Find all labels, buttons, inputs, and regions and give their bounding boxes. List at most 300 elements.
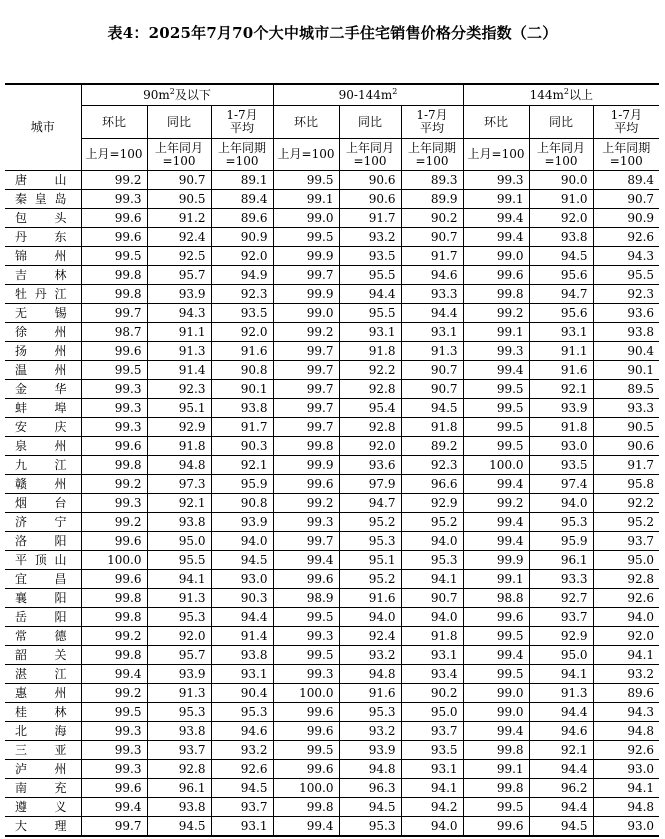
index-value: 93.2 bbox=[339, 646, 401, 665]
index-value: 89.9 bbox=[401, 190, 463, 209]
table-row bbox=[5, 285, 659, 304]
index-value: 94.8 bbox=[339, 665, 401, 684]
index-value: 99.5 bbox=[81, 361, 147, 380]
table-title: 表4：2025年7月70个大中城市二手住宅销售价格分类指数（二） bbox=[107, 24, 558, 42]
index-value: 94.5 bbox=[147, 817, 211, 837]
index-value: 92.1 bbox=[147, 494, 211, 513]
sub-header-row bbox=[5, 106, 659, 139]
city-name: 徐州 bbox=[5, 323, 81, 342]
index-value: 92.2 bbox=[339, 361, 401, 380]
table-row bbox=[5, 475, 659, 494]
index-value: 91.2 bbox=[147, 209, 211, 228]
index-value: 90.7 bbox=[401, 228, 463, 247]
index-value: 99.8 bbox=[81, 646, 147, 665]
index-value: 90.5 bbox=[593, 418, 659, 437]
index-value: 100.0 bbox=[81, 551, 147, 570]
base-header-last-year-period bbox=[401, 139, 463, 171]
index-value: 95.2 bbox=[593, 513, 659, 532]
index-value: 93.1 bbox=[401, 760, 463, 779]
index-value: 95.1 bbox=[147, 399, 211, 418]
base-header-line1: 上年同期 bbox=[217, 140, 266, 155]
city-name: 洛阳 bbox=[5, 532, 81, 551]
table-row bbox=[5, 665, 659, 684]
city-name: 吉林 bbox=[5, 266, 81, 285]
index-value: 98.8 bbox=[463, 589, 529, 608]
index-value: 99.4 bbox=[463, 532, 529, 551]
index-value: 99.7 bbox=[273, 418, 339, 437]
index-value: 91.7 bbox=[593, 456, 659, 475]
index-value: 99.1 bbox=[273, 190, 339, 209]
index-value: 94.8 bbox=[593, 798, 659, 817]
index-value: 99.6 bbox=[81, 570, 147, 589]
index-value: 99.9 bbox=[273, 285, 339, 304]
index-value: 95.2 bbox=[401, 513, 463, 532]
index-value: 94.9 bbox=[211, 266, 273, 285]
index-value: 99.4 bbox=[463, 228, 529, 247]
index-value: 91.8 bbox=[339, 342, 401, 361]
city-name: 烟台 bbox=[5, 494, 81, 513]
table-header bbox=[5, 84, 659, 171]
index-value: 99.6 bbox=[463, 608, 529, 627]
index-value: 95.3 bbox=[147, 608, 211, 627]
city-name: 遵义 bbox=[5, 798, 81, 817]
index-value: 99.8 bbox=[81, 608, 147, 627]
index-value: 94.5 bbox=[211, 551, 273, 570]
index-value: 92.1 bbox=[529, 380, 593, 399]
index-value: 95.0 bbox=[593, 551, 659, 570]
table-row bbox=[5, 399, 659, 418]
index-value: 94.2 bbox=[401, 798, 463, 817]
city-name: 韶关 bbox=[5, 646, 81, 665]
index-value: 95.3 bbox=[211, 703, 273, 722]
index-value: 94.5 bbox=[339, 798, 401, 817]
index-value: 93.4 bbox=[401, 665, 463, 684]
index-value: 93.2 bbox=[593, 665, 659, 684]
index-value: 92.3 bbox=[211, 285, 273, 304]
base-header-last-month: 上月=100 bbox=[273, 139, 339, 171]
index-value: 91.3 bbox=[147, 589, 211, 608]
index-value: 99.3 bbox=[463, 171, 529, 190]
index-value: 94.0 bbox=[401, 608, 463, 627]
index-value: 99.7 bbox=[273, 399, 339, 418]
index-value: 92.3 bbox=[147, 380, 211, 399]
index-value: 92.0 bbox=[147, 627, 211, 646]
index-value: 93.9 bbox=[339, 741, 401, 760]
index-value: 99.6 bbox=[463, 266, 529, 285]
city-name: 牡丹江 bbox=[5, 285, 81, 304]
index-value: 92.2 bbox=[593, 494, 659, 513]
index-value: 91.8 bbox=[401, 418, 463, 437]
index-value: 99.5 bbox=[81, 247, 147, 266]
base-header-last-year-period bbox=[211, 139, 273, 171]
index-value: 91.6 bbox=[339, 589, 401, 608]
index-value: 90.7 bbox=[401, 361, 463, 380]
index-value: 94.4 bbox=[339, 285, 401, 304]
index-value: 99.6 bbox=[81, 342, 147, 361]
index-value: 95.7 bbox=[147, 646, 211, 665]
index-value: 99.1 bbox=[463, 190, 529, 209]
base-header-last-year-period bbox=[593, 139, 659, 171]
sub-header-avg bbox=[401, 106, 463, 139]
index-value: 95.3 bbox=[401, 551, 463, 570]
index-value: 91.3 bbox=[147, 342, 211, 361]
index-value: 92.0 bbox=[211, 323, 273, 342]
index-value: 92.5 bbox=[147, 247, 211, 266]
index-value: 93.0 bbox=[529, 437, 593, 456]
index-value: 99.2 bbox=[81, 684, 147, 703]
index-value: 99.2 bbox=[81, 513, 147, 532]
city-name: 金华 bbox=[5, 380, 81, 399]
base-header-line1: 上年同月 bbox=[345, 140, 394, 155]
group-header-medium: $90-144m^2$ bbox=[273, 84, 463, 106]
index-value: 93.7 bbox=[401, 722, 463, 741]
index-value: 89.6 bbox=[593, 684, 659, 703]
table-row bbox=[5, 380, 659, 399]
index-value: 92.6 bbox=[211, 760, 273, 779]
index-value: 98.7 bbox=[81, 323, 147, 342]
city-name: 秦皇岛 bbox=[5, 190, 81, 209]
index-value: 99.3 bbox=[81, 760, 147, 779]
table-row bbox=[5, 532, 659, 551]
index-value: 90.6 bbox=[593, 437, 659, 456]
city-name: 常德 bbox=[5, 627, 81, 646]
index-value: 94.8 bbox=[593, 722, 659, 741]
index-value: 93.8 bbox=[211, 646, 273, 665]
index-value: 94.5 bbox=[529, 817, 593, 837]
table-row bbox=[5, 247, 659, 266]
table-row bbox=[5, 779, 659, 798]
index-value: 99.7 bbox=[273, 361, 339, 380]
table-row bbox=[5, 171, 659, 190]
index-value: 99.5 bbox=[463, 437, 529, 456]
index-value: 99.2 bbox=[81, 475, 147, 494]
index-value: 94.1 bbox=[401, 779, 463, 798]
table-row bbox=[5, 209, 659, 228]
index-value: 93.5 bbox=[401, 741, 463, 760]
base-header-row bbox=[5, 139, 659, 171]
index-value: 93.1 bbox=[401, 323, 463, 342]
index-value: 90.9 bbox=[593, 209, 659, 228]
index-value: 99.7 bbox=[81, 304, 147, 323]
index-value: 99.6 bbox=[81, 532, 147, 551]
index-value: 92.8 bbox=[339, 380, 401, 399]
city-name: 赣州 bbox=[5, 475, 81, 494]
city-name: 三亚 bbox=[5, 741, 81, 760]
index-value: 93.7 bbox=[211, 798, 273, 817]
sub-header-mom: 环比 bbox=[81, 106, 147, 139]
index-value: 99.3 bbox=[273, 513, 339, 532]
index-value: 94.0 bbox=[401, 817, 463, 837]
base-header-line1: 上年同月 bbox=[537, 140, 586, 155]
index-value: 95.6 bbox=[529, 266, 593, 285]
index-value: 95.1 bbox=[339, 551, 401, 570]
sub-header-avg bbox=[593, 106, 659, 139]
city-name: 丹东 bbox=[5, 228, 81, 247]
index-value: 94.5 bbox=[529, 247, 593, 266]
index-value: 91.7 bbox=[401, 247, 463, 266]
index-value: 99.4 bbox=[273, 551, 339, 570]
index-value: 99.4 bbox=[463, 513, 529, 532]
index-value: 99.4 bbox=[463, 209, 529, 228]
index-value: 95.3 bbox=[529, 513, 593, 532]
table-row bbox=[5, 190, 659, 209]
index-value: 90.7 bbox=[593, 190, 659, 209]
index-value: 94.0 bbox=[339, 608, 401, 627]
index-value: 92.0 bbox=[529, 209, 593, 228]
index-value: 93.1 bbox=[211, 665, 273, 684]
index-value: 94.1 bbox=[593, 646, 659, 665]
index-value: 93.3 bbox=[529, 570, 593, 589]
index-value: 94.4 bbox=[529, 798, 593, 817]
index-value: 91.6 bbox=[339, 684, 401, 703]
index-value: 93.1 bbox=[401, 646, 463, 665]
base-header-last-year-month bbox=[339, 139, 401, 171]
index-value: 99.9 bbox=[273, 247, 339, 266]
index-value: 92.6 bbox=[593, 589, 659, 608]
index-value: 99.6 bbox=[81, 437, 147, 456]
index-value: 89.4 bbox=[211, 190, 273, 209]
index-value: 93.1 bbox=[339, 323, 401, 342]
city-name: 大理 bbox=[5, 817, 81, 837]
index-value: 93.1 bbox=[211, 817, 273, 837]
index-value: 90.7 bbox=[147, 171, 211, 190]
index-value: 93.5 bbox=[529, 456, 593, 475]
index-value: 95.9 bbox=[211, 475, 273, 494]
index-value: 94.3 bbox=[593, 703, 659, 722]
index-value: 96.2 bbox=[529, 779, 593, 798]
base-header-line2: =100 bbox=[415, 153, 449, 168]
index-value: 94.4 bbox=[401, 304, 463, 323]
table-row bbox=[5, 361, 659, 380]
index-value: 95.2 bbox=[339, 570, 401, 589]
index-value: 93.9 bbox=[529, 399, 593, 418]
index-value: 97.3 bbox=[147, 475, 211, 494]
index-value: 93.9 bbox=[211, 513, 273, 532]
city-column-header: 城市 bbox=[5, 84, 81, 171]
index-value: 99.0 bbox=[463, 703, 529, 722]
index-value: 99.8 bbox=[81, 266, 147, 285]
city-name: 蚌埠 bbox=[5, 399, 81, 418]
index-value: 99.5 bbox=[463, 418, 529, 437]
index-value: 94.5 bbox=[401, 399, 463, 418]
index-value: 91.7 bbox=[211, 418, 273, 437]
table-row bbox=[5, 646, 659, 665]
index-value: 99.2 bbox=[463, 494, 529, 513]
index-value: 95.0 bbox=[401, 703, 463, 722]
index-value: 97.4 bbox=[529, 475, 593, 494]
index-value: 99.4 bbox=[81, 665, 147, 684]
index-value: 99.6 bbox=[463, 817, 529, 837]
index-value: 99.0 bbox=[273, 209, 339, 228]
index-value: 96.1 bbox=[529, 551, 593, 570]
index-value: 99.8 bbox=[463, 741, 529, 760]
index-value: 95.3 bbox=[339, 817, 401, 837]
table-row bbox=[5, 722, 659, 741]
index-value: 93.8 bbox=[211, 399, 273, 418]
index-value: 95.0 bbox=[529, 646, 593, 665]
base-header-last-year-month bbox=[147, 139, 211, 171]
index-value: 93.6 bbox=[593, 304, 659, 323]
table-row bbox=[5, 228, 659, 247]
index-value: 99.2 bbox=[273, 494, 339, 513]
table-body bbox=[5, 171, 659, 837]
index-value: 93.8 bbox=[147, 513, 211, 532]
index-value: 94.1 bbox=[593, 779, 659, 798]
index-value: 99.8 bbox=[463, 285, 529, 304]
table-row bbox=[5, 703, 659, 722]
index-value: 91.6 bbox=[211, 342, 273, 361]
index-value: 94.4 bbox=[529, 703, 593, 722]
index-value: 89.1 bbox=[211, 171, 273, 190]
index-value: 93.7 bbox=[147, 741, 211, 760]
index-value: 90.1 bbox=[593, 361, 659, 380]
index-value: 95.4 bbox=[339, 399, 401, 418]
city-name: 南充 bbox=[5, 779, 81, 798]
city-name: 锦州 bbox=[5, 247, 81, 266]
index-value: 99.6 bbox=[273, 570, 339, 589]
index-value: 92.4 bbox=[339, 627, 401, 646]
index-value: 96.1 bbox=[147, 779, 211, 798]
sub-header-avg-line2: 平均 bbox=[420, 121, 445, 135]
sub-header-avg-line1: 1-7月 bbox=[610, 108, 642, 122]
table-row bbox=[5, 513, 659, 532]
index-value: 94.6 bbox=[401, 266, 463, 285]
index-value: 99.6 bbox=[273, 703, 339, 722]
index-value: 90.0 bbox=[529, 171, 593, 190]
index-value: 93.1 bbox=[529, 323, 593, 342]
index-value: 94.1 bbox=[529, 665, 593, 684]
index-value: 95.9 bbox=[529, 532, 593, 551]
city-name: 温州 bbox=[5, 361, 81, 380]
city-name: 扬州 bbox=[5, 342, 81, 361]
index-value: 99.8 bbox=[81, 589, 147, 608]
index-value: 89.2 bbox=[401, 437, 463, 456]
city-name: 九江 bbox=[5, 456, 81, 475]
index-value: 94.8 bbox=[339, 760, 401, 779]
index-value: 99.6 bbox=[273, 475, 339, 494]
index-value: 92.3 bbox=[401, 456, 463, 475]
index-value: 94.1 bbox=[401, 570, 463, 589]
index-value: 90.6 bbox=[339, 190, 401, 209]
index-value: 91.1 bbox=[147, 323, 211, 342]
index-value: 91.8 bbox=[529, 418, 593, 437]
index-value: 99.3 bbox=[273, 665, 339, 684]
index-value: 92.1 bbox=[211, 456, 273, 475]
city-name: 北海 bbox=[5, 722, 81, 741]
city-name: 岳阳 bbox=[5, 608, 81, 627]
index-value: 91.4 bbox=[147, 361, 211, 380]
index-value: 99.3 bbox=[81, 494, 147, 513]
index-value: 93.8 bbox=[593, 323, 659, 342]
index-value: 91.3 bbox=[401, 342, 463, 361]
index-value: 99.3 bbox=[81, 399, 147, 418]
sub-header-yoy: 同比 bbox=[529, 106, 593, 139]
sub-header-avg-line1: 1-7月 bbox=[416, 108, 448, 122]
table-row bbox=[5, 608, 659, 627]
index-value: 94.6 bbox=[211, 722, 273, 741]
index-value: 94.7 bbox=[339, 494, 401, 513]
index-value: 94.4 bbox=[211, 608, 273, 627]
city-name: 包头 bbox=[5, 209, 81, 228]
index-value: 90.7 bbox=[401, 589, 463, 608]
index-value: 93.3 bbox=[593, 399, 659, 418]
base-header-line2: =100 bbox=[609, 153, 643, 168]
city-name: 宜昌 bbox=[5, 570, 81, 589]
city-name: 襄阳 bbox=[5, 589, 81, 608]
sub-header-mom: 环比 bbox=[273, 106, 339, 139]
index-value: 95.8 bbox=[593, 475, 659, 494]
index-value: 99.4 bbox=[273, 817, 339, 837]
index-value: 91.8 bbox=[147, 437, 211, 456]
city-name: 湛江 bbox=[5, 665, 81, 684]
index-value: 91.1 bbox=[529, 342, 593, 361]
index-value: 93.0 bbox=[593, 760, 659, 779]
index-value: 99.3 bbox=[463, 342, 529, 361]
index-value: 92.9 bbox=[147, 418, 211, 437]
index-value: 100.0 bbox=[273, 779, 339, 798]
index-value: 99.1 bbox=[463, 323, 529, 342]
table-row bbox=[5, 304, 659, 323]
table-row bbox=[5, 589, 659, 608]
index-value: 90.3 bbox=[211, 437, 273, 456]
index-value: 92.0 bbox=[339, 437, 401, 456]
table-row bbox=[5, 817, 659, 837]
index-value: 90.4 bbox=[211, 684, 273, 703]
index-value: 95.6 bbox=[529, 304, 593, 323]
index-value: 99.4 bbox=[463, 361, 529, 380]
index-value: 93.8 bbox=[529, 228, 593, 247]
index-value: 90.4 bbox=[593, 342, 659, 361]
index-value: 99.3 bbox=[81, 722, 147, 741]
index-value: 92.6 bbox=[593, 741, 659, 760]
index-value: 89.6 bbox=[211, 209, 273, 228]
index-value: 90.9 bbox=[211, 228, 273, 247]
city-name: 唐山 bbox=[5, 171, 81, 190]
index-value: 95.3 bbox=[339, 532, 401, 551]
index-value: 99.5 bbox=[273, 608, 339, 627]
index-value: 91.3 bbox=[529, 684, 593, 703]
sub-header-yoy: 同比 bbox=[339, 106, 401, 139]
index-value: 99.6 bbox=[81, 779, 147, 798]
index-value: 99.9 bbox=[273, 456, 339, 475]
table-row bbox=[5, 494, 659, 513]
index-value: 92.9 bbox=[529, 627, 593, 646]
city-name: 泸州 bbox=[5, 760, 81, 779]
index-value: 93.7 bbox=[593, 532, 659, 551]
city-name: 无锡 bbox=[5, 304, 81, 323]
index-value: 99.5 bbox=[463, 627, 529, 646]
index-value: 100.0 bbox=[463, 456, 529, 475]
index-value: 99.6 bbox=[81, 209, 147, 228]
index-value: 93.2 bbox=[211, 741, 273, 760]
index-value: 95.3 bbox=[147, 703, 211, 722]
index-value: 95.2 bbox=[339, 513, 401, 532]
index-value: 99.5 bbox=[463, 665, 529, 684]
index-value: 94.3 bbox=[593, 247, 659, 266]
index-value: 90.5 bbox=[147, 190, 211, 209]
index-value: 99.2 bbox=[81, 627, 147, 646]
index-value: 92.9 bbox=[401, 494, 463, 513]
base-header-line1: 上年同期 bbox=[602, 140, 651, 155]
index-value: 99.8 bbox=[81, 285, 147, 304]
index-value: 99.3 bbox=[273, 627, 339, 646]
index-value: 99.7 bbox=[81, 817, 147, 837]
index-value: 99.7 bbox=[273, 380, 339, 399]
table-row bbox=[5, 570, 659, 589]
index-value: 92.3 bbox=[593, 285, 659, 304]
index-value: 95.3 bbox=[339, 703, 401, 722]
index-value: 99.8 bbox=[273, 437, 339, 456]
